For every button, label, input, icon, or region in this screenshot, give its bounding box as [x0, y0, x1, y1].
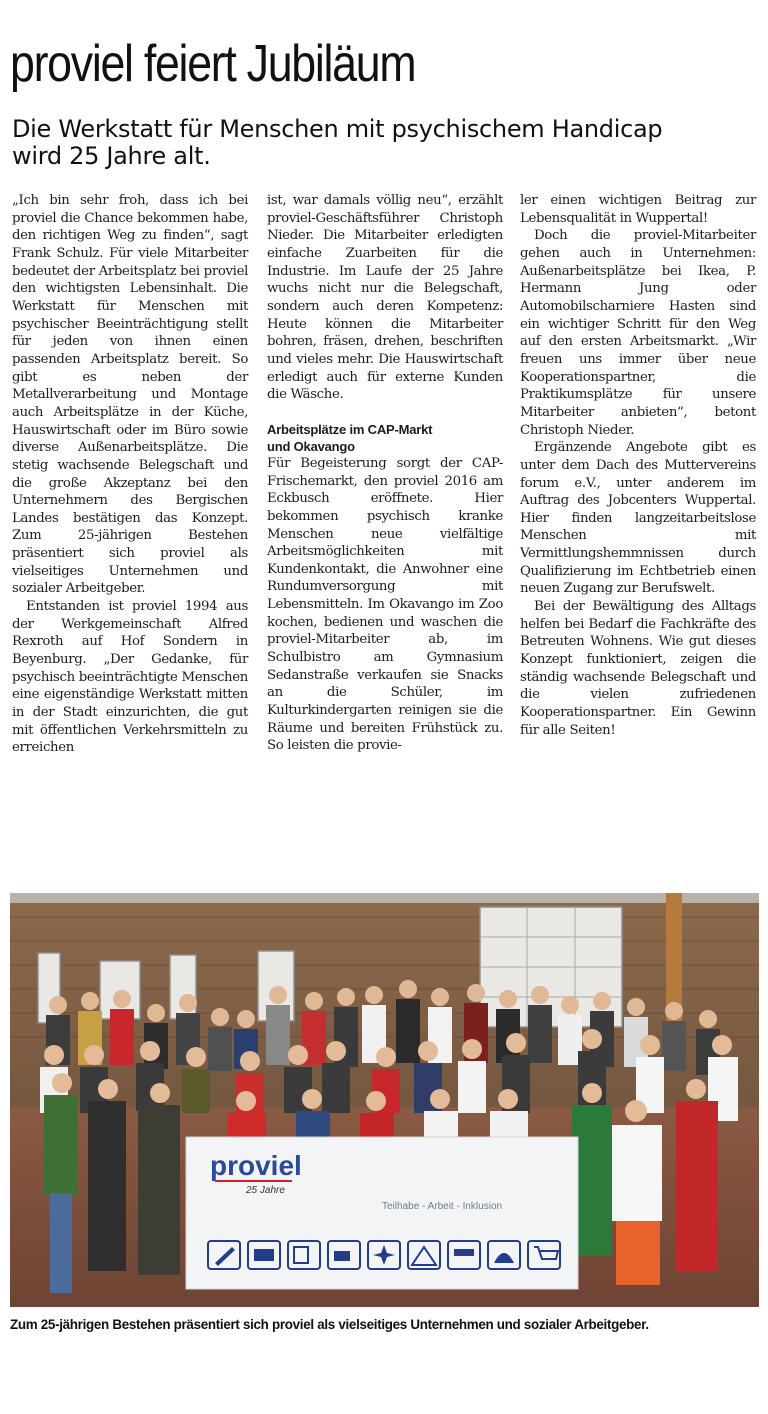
section-heading — [267, 421, 503, 455]
section-heading-line-2: und Okavango — [267, 438, 355, 454]
paragraph: Bei der Bewältigung des Alltags helfen bei Bedarf die Fachkräfte des Betreuten Wohnens. Wie gut dieses Konzept funktioniert, zeigen die ständig wachsende Belegschaft und die vielen zufriedenen Kooperationspartner. Ein Gewinn für alle Seiten! — [520, 599, 756, 738]
article-subheadline — [12, 116, 752, 170]
article-column-1 — [12, 192, 248, 757]
banner-logo: proviel — [210, 1150, 302, 1181]
article-headline: proviel feiert Jubiläum — [10, 35, 416, 93]
banner-badge: 25 Jahre — [246, 1185, 285, 1196]
proviel-banner — [186, 1137, 578, 1289]
paragraph: ist, war damals völlig neu“, erzählt proviel-Geschäftsführer Christoph Nieder. Die Mitarbeiter erledigten einfache Zuarbeiten für die Industrie. Im Laufe der 25 Jahre wuchs nicht nur die Belegschaft, sondern auch deren Kompetenz: Heute können die Mitarbeiter bohren, fräsen, drehen, beschriften und vieles mehr. Die Hauswirtschaft erledigt auch für externe Kunden die Wäsche. — [267, 193, 503, 403]
subheadline-line-2: wird 25 Jahre alt. — [12, 142, 211, 170]
paragraph: „Ich bin sehr froh, dass ich bei proviel die Chance bekommen habe, den richtigen Weg zu finden“, sagt Frank Schulz. Für viele Mitarbeiter bedeutet der Arbeitsplatz bei proviel den wichtigsten Lebensinhalt. Die Werkstatt für Menschen mit psychischer Beeinträchtigung stellt für jeden von ihnen einen passenden Arbeitsplatz bereit. So gibt es neben der Metallverarbeitung und Montage auch Arbeitsplätze in der Küche, Hauswirtschaft oder im Büro sowie diverse Außenarbeitsplätze. Die stetig wachsende Belegschaft und die große Akzeptanz bei den Unternehmern des Bergischen Landes bestätigen das Konzept. Zum 25-jährigen Bestehen präsentiert sich proviel als vielseitiges Unternehmen und sozialer Arbeitgeber. — [12, 193, 248, 597]
article-column-2 — [267, 192, 503, 755]
paragraph: Für Begeisterung sorgt der CAP-Frischemarkt, den proviel 2016 am Eckbusch eröffnete. Hier bekommen psychisch kranke Menschen neue vielfältige Arbeitsmöglichkeiten mit Kundenkontakt, die Anwohner eine Rundumversorgung mit Lebensmitteln. Im Okavango im Zoo kochen, bedienen und waschen die proviel-Mitarbeiter ab, im Schulbistro am Gymnasium Sedanstraße verkaufen sie Snacks an die Schüler, im Kulturkindergarten reinigen sie die Räume und bereiten Frühstück zu. So leisten die provie- — [267, 455, 503, 754]
article-column-3 — [520, 192, 756, 739]
group-photo-illustration — [10, 893, 759, 1307]
banner-tagline: Teilhabe - Arbeit - Inklusion — [382, 1201, 503, 1212]
group-photo — [10, 893, 759, 1307]
subheadline-line-1: Die Werkstatt für Menschen mit psychischem Handicap — [12, 115, 663, 143]
paragraph: Ergänzende Angebote gibt es unter dem Dach des Muttervereins forum e.V., unter anderem im Auftrag des Jobcenters Wuppertal. Hier finden langzeitarbeitslose Menschen mit Vermittlungshemmnissen durch Qualifizierung im Echtbetrieb einen neuen Zugang zur Berufswelt. — [520, 440, 756, 597]
paragraph: Doch die proviel-Mitarbeiter gehen auch in Unternehmen: Außenarbeitsplätze bei Ikea, P. Hermann Jung oder Automobilscharniere Hasten sind ein wichtiger Schritt für den Weg auf den ersten Arbeitsmarkt. „Wir freuen uns immer über neue Kooperationspartner, die Praktikumsplätze für unsere Mitarbeiter anbieten“, betont Christoph Nieder. — [520, 228, 756, 438]
photo-caption: Zum 25-jährigen Bestehen präsentiert sich proviel als vielseitiges Unternehmen und sozialer Arbeitgeber. — [10, 1317, 649, 1332]
section-heading-line-1: Arbeitsplätze im CAP-Markt — [267, 421, 433, 437]
person-green-vest — [44, 1095, 78, 1195]
roof-edge — [10, 893, 759, 903]
paragraph: Entstanden ist proviel 1994 aus der Werkgemeinschaft Alfred Rexroth auf Hof Sondern in Beyenburg. „Der Gedanke, für psychisch beeinträchtigte Menschen eine eigenständige Werkstatt mitten in der Stadt einzurichten, die gut mit öffentlichen Verkehrsmitteln zu erreichen — [12, 599, 248, 756]
paragraph: ler einen wichtigen Beitrag zur Lebensqualität in Wuppertal! — [520, 193, 756, 226]
